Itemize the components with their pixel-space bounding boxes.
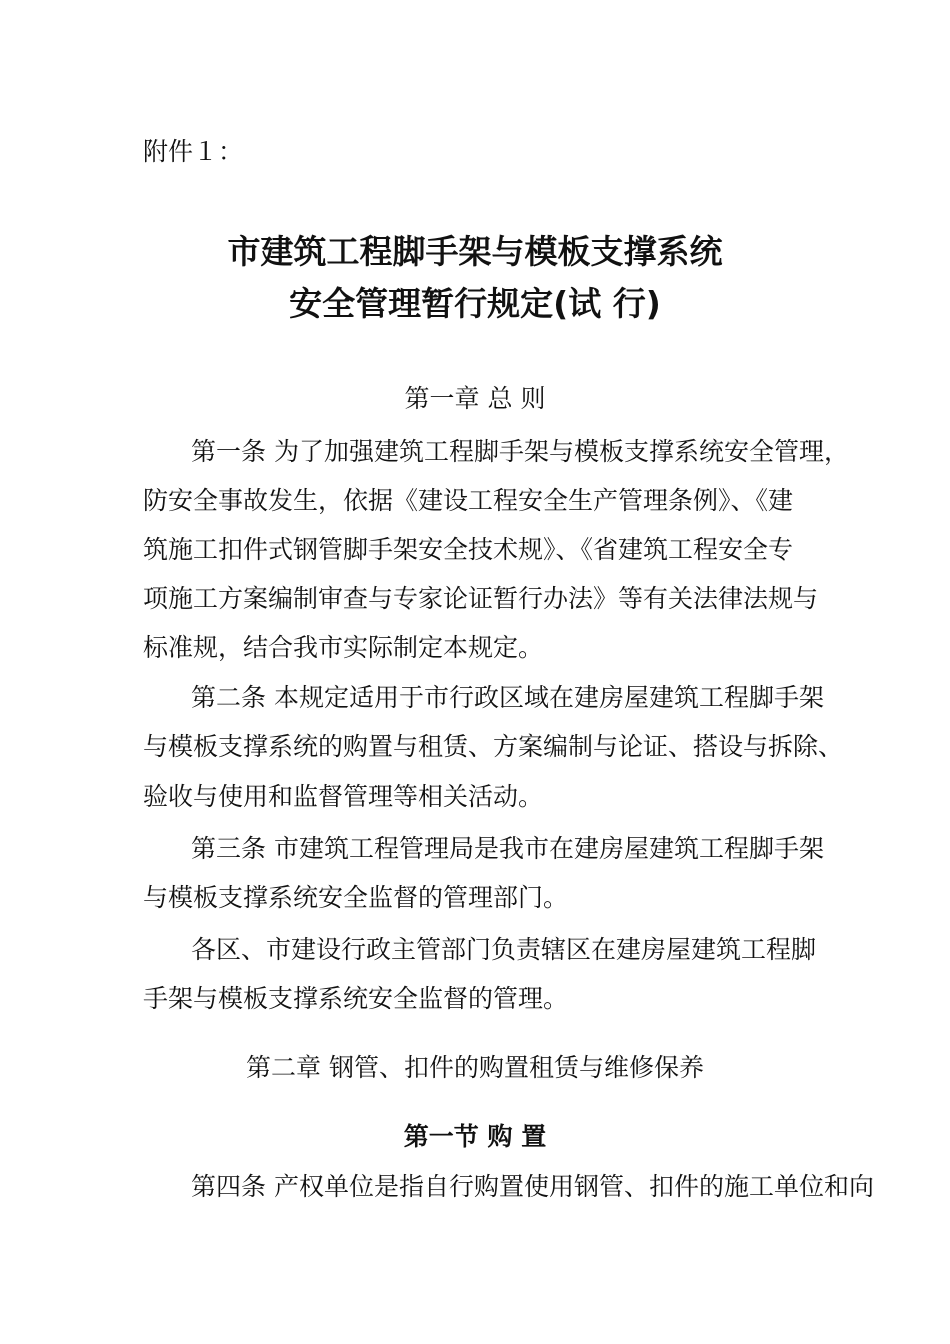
chapter-2-heading: 第二章 钢管、扣件的购置租赁与维修保养 — [246, 1053, 704, 1082]
article-1-line-1: 第一条 为了加强建筑工程脚手架与模板支撑系统安全管理， — [191, 437, 849, 466]
article-2-line-1: 第二条 本规定适用于市行政区域在建房屋建筑工程脚手架 — [191, 683, 824, 712]
document-title-line-1: 市建筑工程脚手架与模板支撑系统 — [227, 232, 723, 271]
article-2-line-2: 与模板支撑系统的购置与租赁、方案编制与论证、搭设与拆除、 — [143, 732, 844, 761]
article-2-line-3: 验收与使用和监督管理等相关活动。 — [143, 782, 544, 811]
section-1-heading: 第一节 购 置 — [403, 1122, 547, 1151]
article-1-line-4: 项施工方案编制审查与专家论证暂行办法》等有关法律法规与 — [143, 584, 819, 613]
chapter-1-heading: 第一章 总 则 — [404, 384, 546, 413]
article-3-para-2-line-1: 各区、市建设行政主管部门负责辖区在建房屋建筑工程脚 — [191, 935, 817, 964]
article-3-para-2-line-2: 手架与模板支撑系统安全监督的管理。 — [143, 984, 569, 1013]
document-title-line-2: 安全管理暂行规定(试 行) — [289, 284, 661, 323]
article-4-line-1: 第四条 产权单位是指自行购置使用钢管、扣件的施工单位和向 — [191, 1172, 874, 1201]
article-3-line-1: 第三条 市建筑工程管理局是我市在建房屋建筑工程脚手架 — [191, 834, 824, 863]
article-3-line-2: 与模板支撑系统安全监督的管理部门。 — [143, 883, 569, 912]
article-1-line-2: 防安全事故发生，依据《建设工程安全生产管理条例》、《建 — [143, 486, 794, 515]
article-1-line-3: 筑施工扣件式钢管脚手架安全技术规》、《省建筑工程安全专 — [143, 535, 794, 564]
attachment-label: 附件１： — [143, 137, 244, 166]
article-1-line-5: 标准规，结合我市实际制定本规定。 — [143, 633, 544, 662]
